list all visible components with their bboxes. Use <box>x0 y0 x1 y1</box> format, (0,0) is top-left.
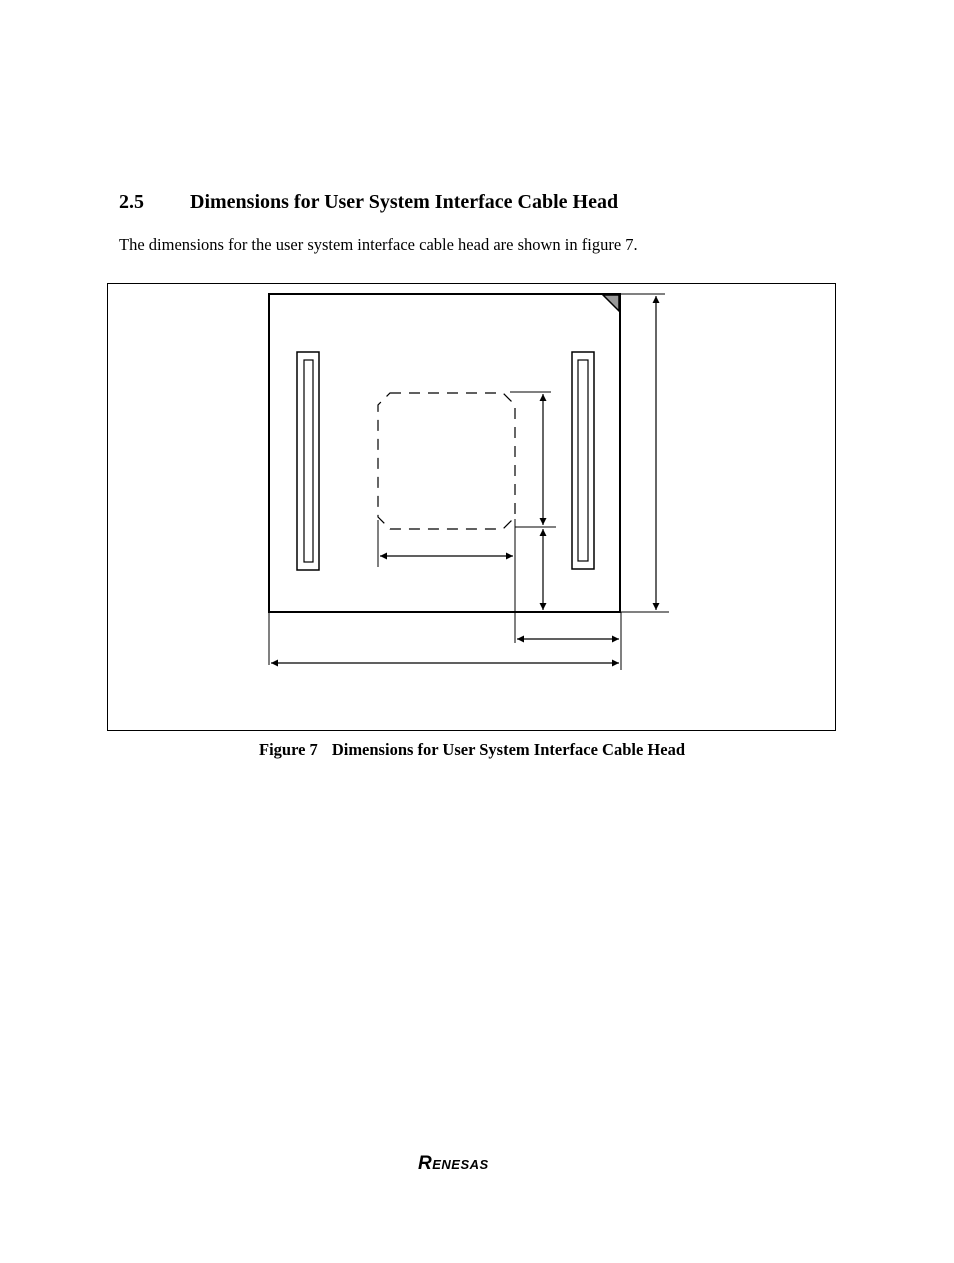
figure-caption-text: Dimensions for User System Interface Cable Head <box>331 740 685 759</box>
svg-text:RENESAS: RENESAS <box>418 1153 489 1174</box>
dimension-arrows <box>271 296 656 663</box>
figure-label: Figure 7 <box>258 740 318 759</box>
section-title: Dimensions for User System Interface Cable Head <box>190 191 619 213</box>
renesas-logo <box>0 1152 944 1179</box>
left-connector <box>297 352 319 570</box>
extension-lines <box>269 294 669 670</box>
section-number: 2.5 <box>119 191 144 213</box>
dashed-chip-outline <box>378 393 515 529</box>
renesas-logo-mark <box>416 1152 528 1174</box>
cable-head-outline <box>269 294 620 612</box>
figure-caption <box>0 740 944 760</box>
pin1-index-mark <box>603 295 619 311</box>
intro-paragraph: The dimensions for the user system interface cable head are shown in figure 7. <box>119 235 638 254</box>
right-connector <box>572 352 594 569</box>
